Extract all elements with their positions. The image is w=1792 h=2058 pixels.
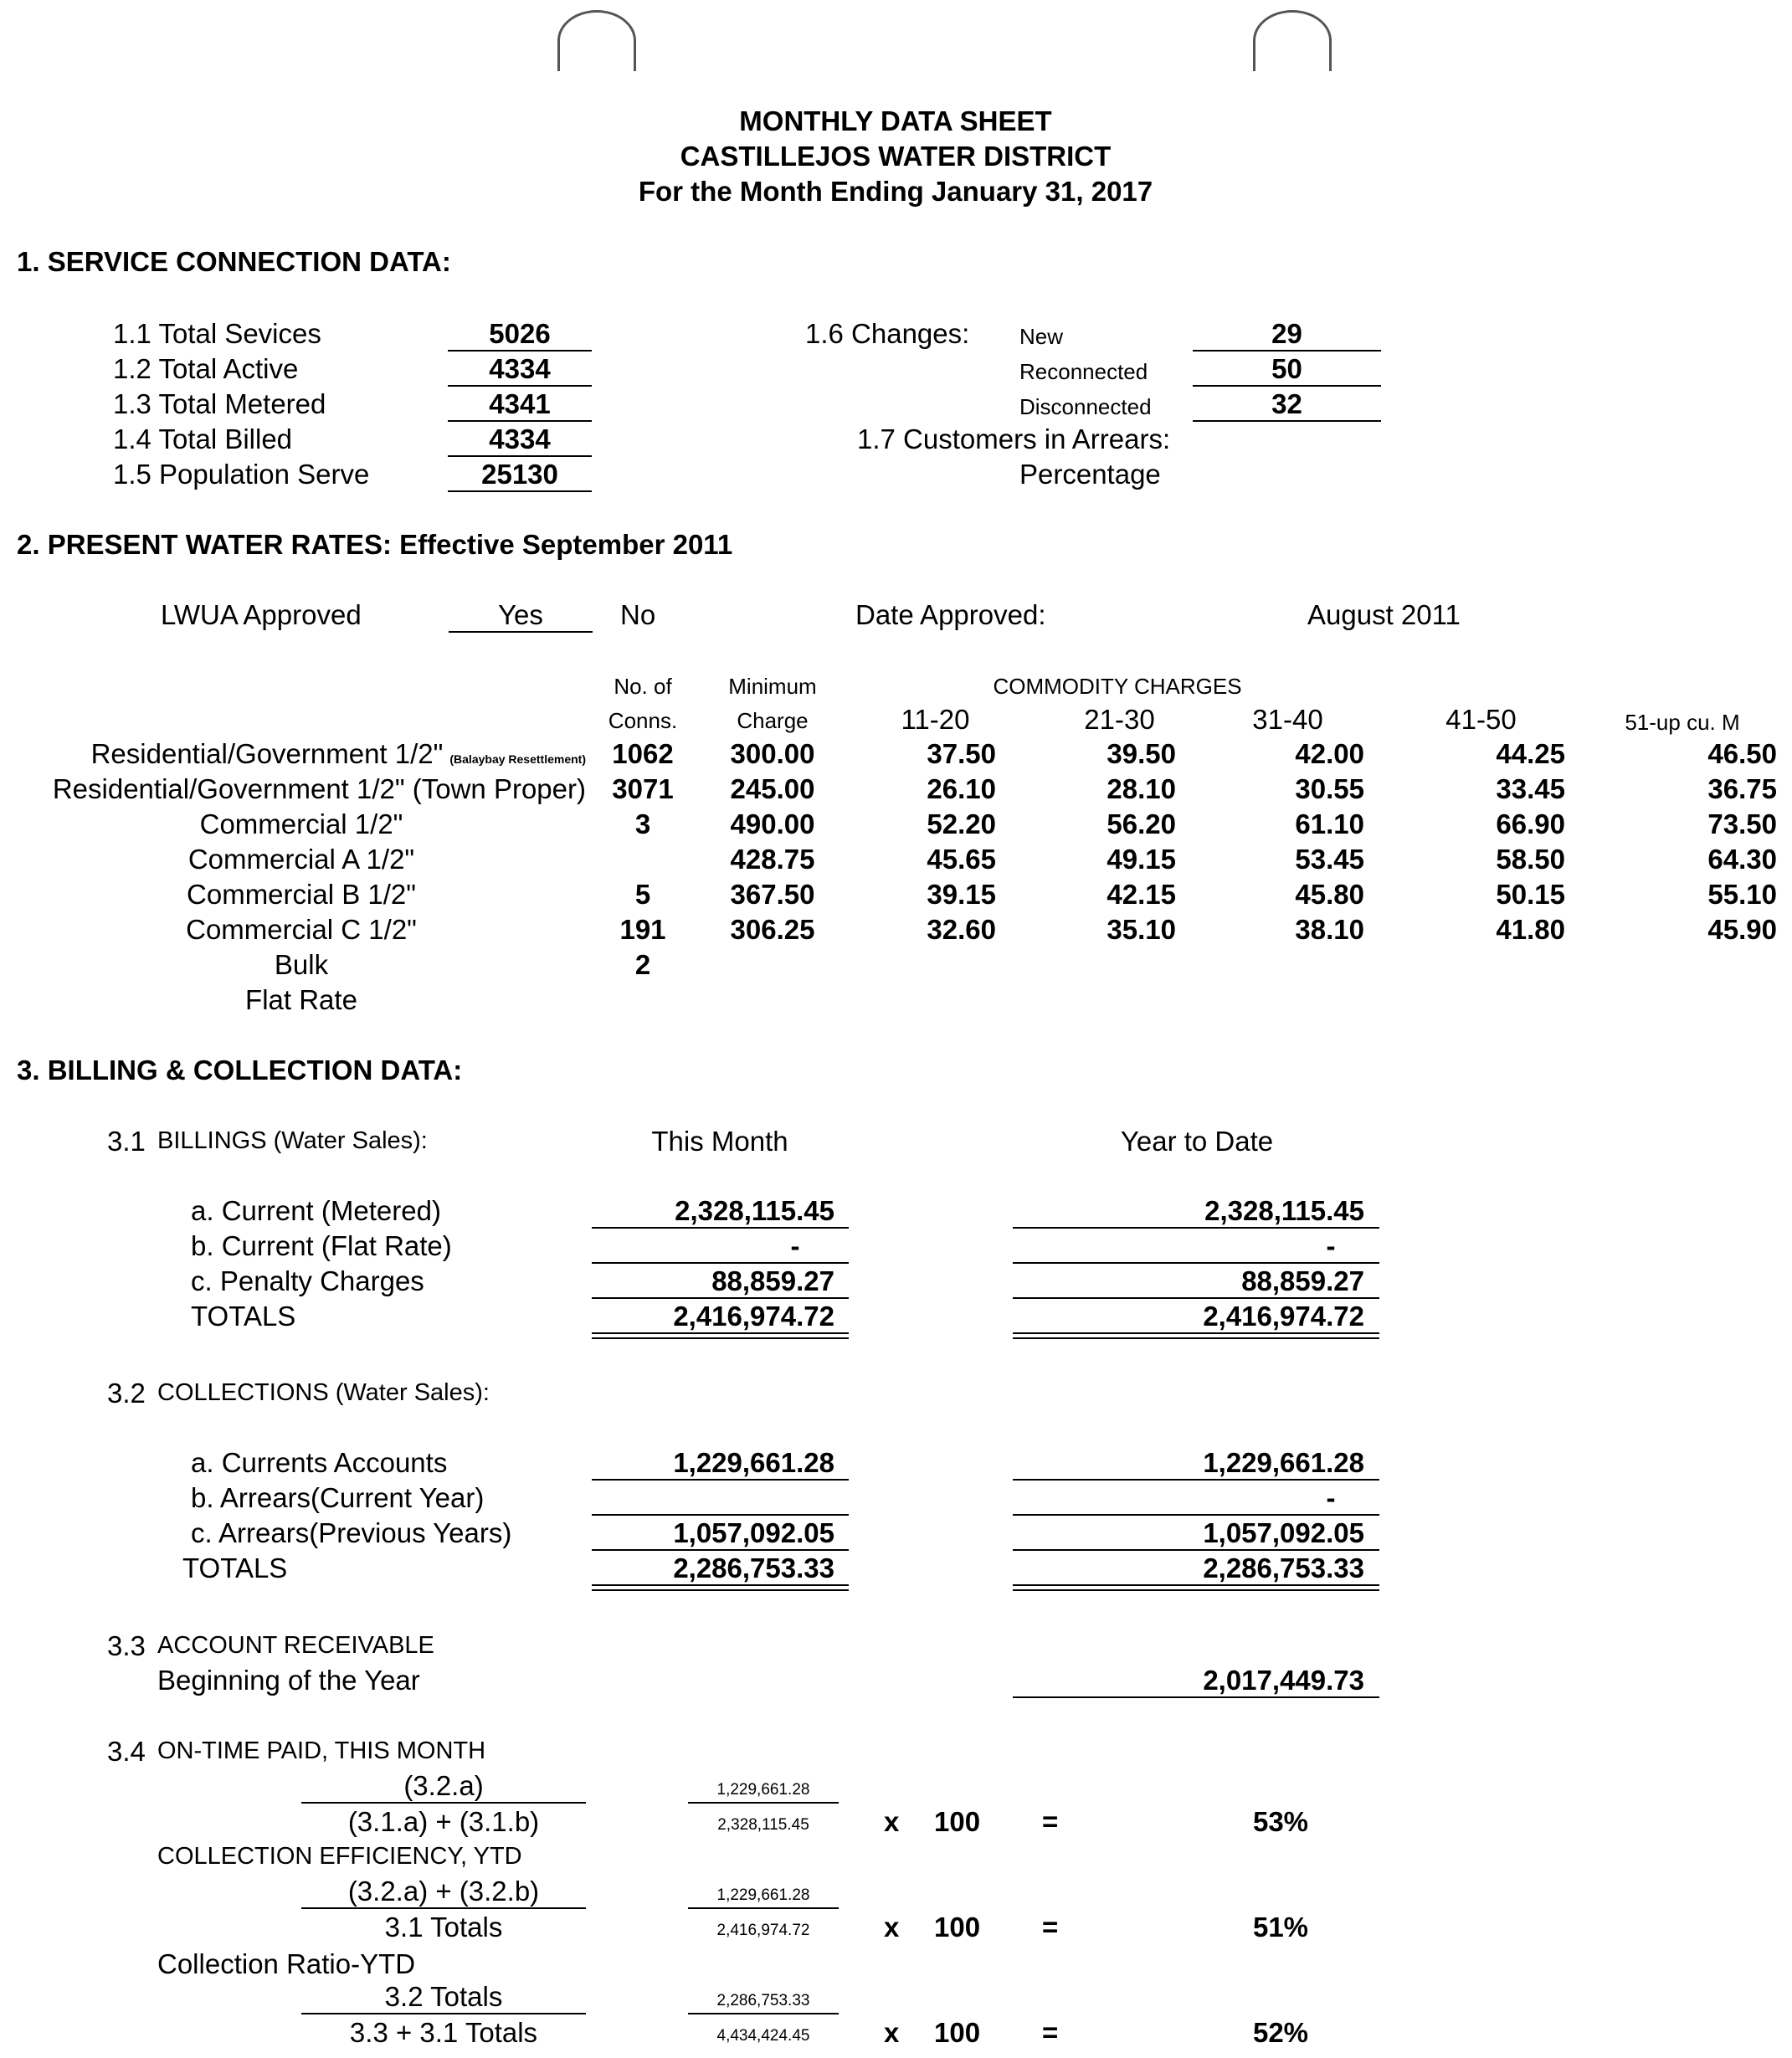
formula-3-value-1: 2,286,753.33 — [716, 1992, 810, 2009]
rate-51-up: 64.30 — [1707, 844, 1777, 875]
underline — [1013, 1696, 1379, 1698]
equals-sign: = — [1042, 2017, 1059, 2048]
collection-label: a. Currents Accounts — [191, 1447, 448, 1478]
underline — [1193, 385, 1381, 387]
rate-11-20: 52.20 — [927, 808, 996, 839]
underline — [448, 350, 592, 352]
rate-41-50: 50.15 — [1496, 879, 1565, 910]
billings-num: 3.1 — [107, 1126, 146, 1157]
changes-disconnected-label: Disconnected — [1019, 394, 1152, 419]
rate-21-30: 39.50 — [1107, 738, 1176, 769]
rate-row-label: Bulk — [274, 949, 329, 980]
collection-ytd: 1,229,661.28 — [1203, 1447, 1364, 1478]
punch-hole-right — [1253, 10, 1332, 71]
billing-totals-month: 2,416,974.72 — [673, 1301, 834, 1332]
underline — [592, 1514, 849, 1516]
rate-31-40: 61.10 — [1295, 808, 1364, 839]
equals-sign: = — [1042, 1912, 1059, 1943]
billing-totals-label: TOTALS — [191, 1301, 296, 1332]
formula-3-value-2: 4,434,424.45 — [716, 2027, 810, 2045]
rate-11-20: 26.10 — [927, 773, 996, 804]
formula-2-numerator: (3.2.a) + (3.2.b) — [347, 1876, 540, 1907]
billing-month: - — [790, 1230, 800, 1261]
underline — [448, 490, 592, 492]
changes-reconnected-value: 50 — [1271, 353, 1302, 384]
double-underline — [1013, 1332, 1379, 1339]
underline — [592, 1479, 849, 1481]
rate-min: 245.00 — [730, 773, 815, 804]
service-label-total-billed: 1.4 Total Billed — [113, 423, 293, 454]
formula-3-result: 52% — [1252, 2017, 1309, 2048]
rate-41-50: 33.45 — [1496, 773, 1565, 804]
rate-21-30: 35.10 — [1107, 914, 1176, 945]
rate-11-20: 45.65 — [927, 844, 996, 875]
rate-11-20: 37.50 — [927, 738, 996, 769]
fraction-line — [301, 1907, 586, 1909]
period-line: For the Month Ending January 31, 2017 — [638, 176, 1153, 207]
fraction-line — [688, 2013, 839, 2014]
underline — [1013, 1479, 1379, 1481]
rate-31-40: 45.80 — [1295, 879, 1364, 910]
formula-3-numerator: 3.2 Totals — [384, 1981, 503, 2012]
date-approved-value: August 2011 — [1307, 599, 1461, 630]
billing-ytd: 88,859.27 — [1241, 1265, 1364, 1296]
percentage-label: Percentage — [1019, 459, 1161, 490]
formula-2-result: 51% — [1252, 1912, 1309, 1943]
service-value-total-active: 4334 — [489, 353, 551, 384]
punch-hole-left — [557, 10, 636, 71]
ce-title: COLLECTION EFFICIENCY, YTD — [157, 1843, 522, 1870]
changes-label: 1.6 Changes: — [805, 318, 970, 349]
header-commodity: COMMODITY CHARGES — [993, 674, 1242, 699]
service-label-total-services: 1.1 Total Sevices — [113, 318, 321, 349]
rate-conns: 3071 — [612, 773, 674, 804]
lwua-approved-label: LWUA Approved — [161, 599, 362, 630]
billings-title: BILLINGS (Water Sales): — [157, 1127, 428, 1154]
underline — [448, 455, 592, 457]
ar-title: ACCOUNT RECEIVABLE — [157, 1632, 434, 1659]
billing-ytd: 2,328,115.45 — [1204, 1195, 1364, 1226]
section-1-heading: 1. SERVICE CONNECTION DATA: — [17, 246, 451, 277]
collection-ytd: 1,057,092.05 — [1203, 1517, 1364, 1548]
rate-min: 428.75 — [730, 844, 815, 875]
section-2-heading: 2. PRESENT WATER RATES: Effective September 2011 — [17, 529, 733, 560]
formula-1-numerator: (3.2.a) — [403, 1770, 484, 1801]
formula-1-value-1: 1,229,661.28 — [716, 1781, 810, 1799]
header-conns-2: Conns. — [608, 708, 678, 733]
rate-row-label — [0, 740, 586, 767]
service-label-population: 1.5 Population Serve — [113, 459, 370, 490]
lwua-no: No — [620, 599, 656, 630]
rate-row-label: Commercial C 1/2" — [186, 914, 417, 945]
fraction-line — [301, 2013, 586, 2014]
otp-title: ON-TIME PAID, THIS MONTH — [157, 1737, 486, 1764]
col-this-month: This Month — [651, 1126, 788, 1157]
rate-21-30: 49.15 — [1107, 844, 1176, 875]
underline — [592, 1297, 849, 1299]
billing-month: 2,328,115.45 — [675, 1195, 834, 1226]
collections-num: 3.2 — [107, 1378, 146, 1409]
changes-disconnected-value: 32 — [1271, 388, 1302, 419]
rate-51-up: 46.50 — [1707, 738, 1777, 769]
underline — [448, 385, 592, 387]
bracket-11-20: 11-20 — [901, 704, 970, 735]
rate-min: 490.00 — [730, 808, 815, 839]
sheet-title: MONTHLY DATA SHEET — [739, 105, 1052, 136]
service-label-total-metered: 1.3 Total Metered — [113, 388, 326, 419]
formula-1-value-2: 2,328,115.45 — [717, 1816, 809, 1834]
rate-row-label: Commercial 1/2" — [199, 808, 403, 839]
rate-conns: 191 — [619, 914, 666, 945]
underline — [1193, 420, 1381, 422]
billing-label: b. Current (Flat Rate) — [191, 1230, 452, 1261]
rate-31-40: 38.10 — [1295, 914, 1364, 945]
bracket-31-40: 31-40 — [1252, 704, 1323, 735]
equals-sign: = — [1042, 1806, 1059, 1837]
ar-num: 3.3 — [107, 1630, 146, 1661]
rate-51-up: 45.90 — [1707, 914, 1777, 945]
header-min-2: Charge — [737, 708, 809, 733]
date-approved-label: Date Approved: — [855, 599, 1046, 630]
rate-41-50: 66.90 — [1496, 808, 1565, 839]
formula-3-denominator: 3.3 + 3.1 Totals — [349, 2017, 538, 2048]
rate-31-40: 42.00 — [1295, 738, 1364, 769]
col-year-to-date: Year to Date — [1120, 1126, 1274, 1157]
underline — [1013, 1549, 1379, 1551]
rate-51-up: 73.50 — [1707, 808, 1777, 839]
fraction-line — [301, 1802, 586, 1804]
underline — [592, 1227, 849, 1229]
billing-ytd: - — [1326, 1230, 1336, 1261]
collection-totals-ytd: 2,286,753.33 — [1203, 1552, 1364, 1583]
service-value-total-services: 5026 — [489, 318, 551, 349]
rate-conns: 2 — [634, 949, 651, 980]
rate-21-30: 42.15 — [1107, 879, 1176, 910]
double-underline — [592, 1332, 849, 1339]
rate-label-note: (Balaybay Resettlement) — [449, 752, 586, 766]
underline — [449, 631, 593, 633]
hundred: 100 — [934, 1806, 981, 1837]
rate-41-50: 41.80 — [1496, 914, 1565, 945]
billing-label: c. Penalty Charges — [191, 1265, 424, 1296]
underline — [1193, 350, 1381, 352]
rate-11-20: 39.15 — [927, 879, 996, 910]
cr-title: Collection Ratio-YTD — [157, 1948, 416, 1979]
times-sign: x — [884, 1806, 900, 1837]
changes-new-label: New — [1019, 324, 1064, 349]
rate-conns: 1062 — [612, 738, 674, 769]
billing-label: a. Current (Metered) — [191, 1195, 441, 1226]
lwua-yes: Yes — [498, 599, 543, 630]
service-value-population: 25130 — [481, 459, 558, 490]
rate-21-30: 56.20 — [1107, 808, 1176, 839]
billing-totals-ytd: 2,416,974.72 — [1203, 1301, 1364, 1332]
rate-conns: 3 — [634, 808, 651, 839]
rate-conns: 5 — [634, 879, 651, 910]
rate-min: 367.50 — [730, 879, 815, 910]
rate-51-up: 36.75 — [1707, 773, 1777, 804]
formula-1-result: 53% — [1252, 1806, 1309, 1837]
service-value-total-metered: 4341 — [489, 388, 551, 419]
changes-new-value: 29 — [1271, 318, 1302, 349]
section-3-heading: 3. BILLING & COLLECTION DATA: — [17, 1055, 463, 1085]
rate-51-up: 55.10 — [1707, 879, 1777, 910]
rate-min: 300.00 — [730, 738, 815, 769]
formula-2-value-2: 2,416,974.72 — [716, 1922, 810, 1939]
rate-11-20: 32.60 — [927, 914, 996, 945]
bracket-21-30: 21-30 — [1084, 704, 1155, 735]
underline — [1013, 1227, 1379, 1229]
service-value-total-billed: 4334 — [489, 423, 551, 454]
formula-1-denominator: (3.1.a) + (3.1.b) — [347, 1806, 540, 1837]
rate-31-40: 30.55 — [1295, 773, 1364, 804]
bracket-51-up: 51-up cu. M — [1625, 710, 1740, 735]
hundred: 100 — [934, 1912, 981, 1943]
rate-21-30: 28.10 — [1107, 773, 1176, 804]
collection-totals-label: TOTALS — [182, 1552, 288, 1583]
underline — [592, 1262, 849, 1264]
collection-ytd: - — [1326, 1482, 1336, 1513]
rate-label-text: Residential/Government 1/2" — [90, 738, 444, 769]
underline — [1013, 1297, 1379, 1299]
double-underline — [592, 1584, 849, 1591]
district-name: CASTILLEJOS WATER DISTRICT — [680, 141, 1112, 172]
hundred: 100 — [934, 2017, 981, 2048]
underline — [448, 420, 592, 422]
fraction-line — [688, 1907, 839, 1909]
otp-num: 3.4 — [107, 1736, 146, 1767]
rate-row-label: Residential/Government 1/2" (Town Proper) — [52, 773, 586, 804]
collections-title: COLLECTIONS (Water Sales): — [157, 1379, 490, 1406]
rate-41-50: 44.25 — [1496, 738, 1565, 769]
underline — [592, 1549, 849, 1551]
underline — [1013, 1262, 1379, 1264]
rate-row-label: Commercial A 1/2" — [187, 844, 415, 875]
bracket-41-50: 41-50 — [1445, 704, 1517, 735]
rate-min: 306.25 — [730, 914, 815, 945]
times-sign: x — [884, 1912, 900, 1943]
service-label-total-active: 1.2 Total Active — [113, 353, 299, 384]
header-conns-1: No. of — [614, 674, 672, 699]
collection-totals-month: 2,286,753.33 — [673, 1552, 834, 1583]
changes-reconnected-label: Reconnected — [1019, 359, 1148, 384]
rate-41-50: 58.50 — [1496, 844, 1565, 875]
collection-month: 1,229,661.28 — [673, 1447, 834, 1478]
ar-label: Beginning of the Year — [157, 1665, 420, 1696]
header-min-1: Minimum — [728, 674, 817, 699]
ar-value: 2,017,449.73 — [1203, 1665, 1364, 1696]
times-sign: x — [884, 2017, 900, 2048]
formula-2-value-1: 1,229,661.28 — [716, 1886, 810, 1904]
collection-label: b. Arrears(Current Year) — [191, 1482, 485, 1513]
collection-label: c. Arrears(Previous Years) — [191, 1517, 512, 1548]
fraction-line — [688, 1802, 839, 1804]
rate-row-label: Commercial B 1/2" — [187, 879, 416, 910]
rate-31-40: 53.45 — [1295, 844, 1364, 875]
billing-month: 88,859.27 — [711, 1265, 834, 1296]
collection-month: 1,057,092.05 — [673, 1517, 834, 1548]
formula-2-denominator: 3.1 Totals — [384, 1912, 503, 1943]
rate-row-label: Flat Rate — [245, 984, 357, 1015]
double-underline — [1013, 1584, 1379, 1591]
arrears-label: 1.7 Customers in Arrears: — [857, 423, 1171, 454]
underline — [1013, 1514, 1379, 1516]
